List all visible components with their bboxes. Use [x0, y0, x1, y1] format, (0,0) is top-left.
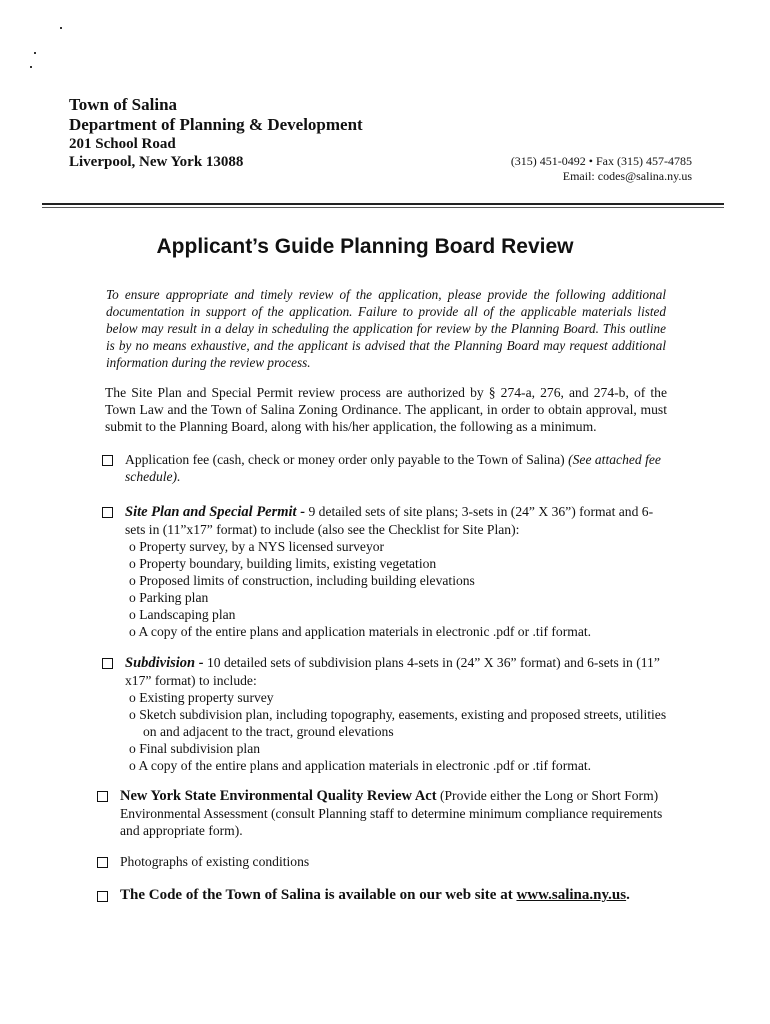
- phone-fax: (315) 451-0492 • Fax (315) 457-4785: [510, 154, 692, 168]
- checklist-item-seqr: [100, 787, 665, 839]
- street-address: 201 School Road: [69, 136, 176, 152]
- document-title: Applicant’s Guide Planning Board Review: [156, 235, 574, 258]
- city-address: Liverpool, New York 13088: [69, 154, 244, 170]
- fee-text: Application fee (cash, check or money order only payable to the Town of Salina): [125, 452, 569, 467]
- site-plan-subitem: o Parking plan: [129, 590, 209, 605]
- subdivision-heading: Subdivision -: [125, 655, 204, 671]
- site-plan-text: 9 detailed sets of site plans; 3-sets in (24” X 36”) format and 6-sets in (11”x17” format) to include (also see the Checklist for Site Plan):: [125, 504, 654, 537]
- checklist-item-photos: [100, 853, 665, 870]
- website-link[interactable]: www.salina.ny.us: [516, 887, 627, 903]
- site-plan-subitem: o Property survey, by a NYS licensed surveyor: [129, 539, 385, 554]
- subdivision-subitem: o Final subdivision plan: [129, 741, 261, 756]
- checkbox-square: [97, 891, 108, 902]
- checkbox-square: [102, 658, 113, 669]
- checklist-item-subdivision: [105, 654, 670, 774]
- subdivision-subitem: o Sketch subdivision plan, including topography, easements, existing and proposed streets, utilities on and adjacent to the tract, ground elevations: [129, 707, 667, 739]
- seqr-text: (Provide either the Long or Short Form) Environmental Assessment (consult Planning staff to determine minimum compliance requirements and appropriate form).: [120, 788, 663, 838]
- header-divider-thin: [42, 207, 724, 208]
- subdivision-subitem: o Existing property survey: [129, 690, 274, 705]
- scan-speck: [34, 52, 36, 54]
- photos-text: Photographs of existing conditions: [120, 854, 310, 869]
- email-address: Email: codes@salina.ny.us: [562, 169, 692, 183]
- code-end: .: [626, 887, 630, 903]
- scan-speck: [30, 66, 32, 68]
- checkbox-square: [97, 857, 108, 868]
- site-plan-subitem: o A copy of the entire plans and application materials in electronic .pdf or .tif format.: [129, 624, 592, 639]
- site-plan-heading: Site Plan and Special Permit -: [125, 504, 306, 520]
- site-plan-subitem: o Property boundary, building limits, existing vegetation: [129, 556, 437, 571]
- authority-paragraph: The Site Plan and Special Permit review process are authorized by § 274-a, 276, and 274-b, of the Town Law and the Town of Salina Zoning Ordinance. The applicant, in order to obtain approval, must submit to the Planning Board, along with his/her application, the following as a minimum.: [105, 385, 667, 434]
- site-plan-subitem: o Proposed limits of construction, including building elevations: [129, 573, 475, 588]
- intro-paragraph: To ensure appropriate and timely review of the application, please provide the following additional documentation in support of the application. Failure to provide all of the applicable materials listed below may result in a delay in scheduling the application for review by the Planning Board. This outline is by no means exhaustive, and the applicant is advised that the Planning Board may request additional information during the review process.: [106, 287, 666, 370]
- letterhead-contact: [511, 154, 692, 184]
- checklist-item-fee: [105, 451, 670, 485]
- site-plan-subitem: o Landscaping plan: [129, 607, 236, 622]
- town-name: Town of Salina: [69, 95, 178, 114]
- department-name: Department of Planning & Development: [69, 115, 363, 134]
- checkbox-square: [102, 455, 113, 466]
- seqr-heading: New York State Environmental Quality Review Act: [120, 788, 437, 804]
- subdivision-text: 10 detailed sets of subdivision plans 4-sets in (24” X 36” format) and 6-sets in (11” x17” format) to include:: [125, 655, 660, 688]
- header-divider: [42, 203, 724, 205]
- checklist-item-site-plan: [105, 503, 670, 640]
- checkbox-square: [102, 507, 113, 518]
- subdivision-subitem: o A copy of the entire plans and application materials in electronic .pdf or .tif format.: [129, 758, 592, 773]
- scan-speck: [60, 27, 62, 29]
- checkbox-square: [97, 791, 108, 802]
- letterhead-address: [69, 95, 363, 171]
- checklist-item-code: [100, 887, 700, 904]
- code-text: The Code of the Town of Salina is available on our web site at: [120, 887, 517, 903]
- fee-note: (See attached fee schedule).: [125, 452, 661, 484]
